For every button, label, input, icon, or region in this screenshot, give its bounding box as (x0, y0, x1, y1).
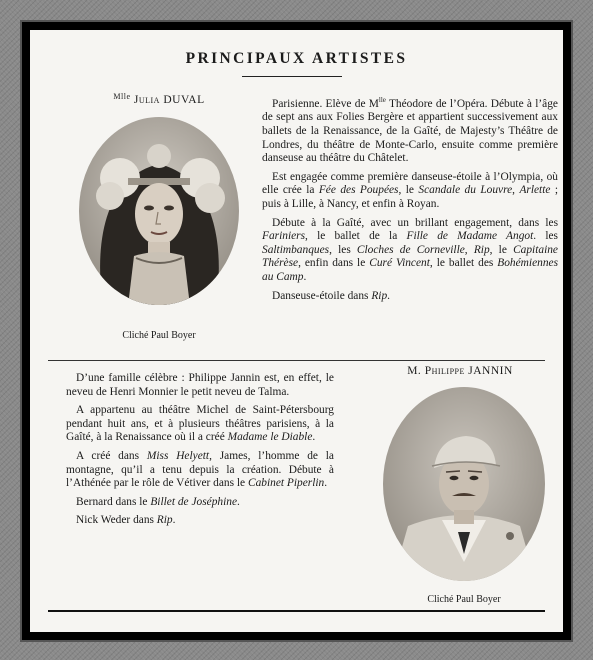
artist2-bio-paragraph: Bernard dans le Billet de Joséphine. (76, 495, 240, 508)
artist1-last-name: DUVAL (163, 94, 205, 106)
artist2-bio-paragraph: A appartenu au théâtre Michel de Saint-Pétersbourg pendant huit ans, et à plusieurs théâtres parisiens, à la Gaîté, à la Renaissance où il a créé Madame le Diable. (66, 404, 334, 444)
artist1-bio-title-ref: Fée des Poupées (318, 184, 399, 197)
artist1-bio-paragraph: Débute à la Gaîté, avec un brillant engagement, dans les Fariniers, le ballet de la Fille de Madame Angot. les Saltimbanques, les Cloches de Corneville, Rip, le Capitaine Thérèse, enfin dans le Curé Vincent, le ballet des Bohémiennes au Camp. (262, 216, 559, 283)
artist2-photo-credit: Cliché Paul Boyer (427, 594, 501, 605)
artist1-portrait (78, 116, 240, 306)
page-border (22, 22, 571, 640)
bottom-divider (48, 610, 545, 612)
artist2-portrait (382, 386, 546, 582)
artist1-prefix: Mlle (113, 92, 131, 101)
artist2-bio-title-ref: Miss Helyett (146, 449, 210, 462)
artist1-caption (54, 92, 264, 106)
artist2-bio-paragraph: D’une famille célèbre : Philippe Jannin est, en effet, le neveu de Henri Monnier le petit neveu de Talma. (66, 372, 334, 398)
artist1-bio-title-ref: Scandale du Louvre (418, 184, 513, 197)
artist2-bio-title-ref: Rip (156, 514, 173, 527)
artist1-bio-title-ref: Curé Vincent (369, 257, 430, 270)
artist2-biography (66, 372, 334, 528)
page-title: PRINCIPAUX ARTISTES (185, 50, 408, 67)
artist1-bio-title-ref: Saltimbanques (262, 243, 330, 256)
artist1-bio-paragraph: Danseuse-étoile dans Rip. (272, 289, 391, 302)
artist1-bio-title-ref: Capitaine Thérèse (262, 243, 558, 270)
artist1-bio-title-ref: Rip (473, 243, 490, 256)
artist1-bio-title-ref: Cloches de Corneville (356, 243, 465, 256)
artist2-bio-title-ref: Madame le Diable (227, 431, 313, 444)
artist2-bio-title-ref: Billet de Joséphine (150, 495, 238, 508)
artist1-bio-title-ref: Fille de Madame Angot (406, 230, 534, 243)
artist1-biography (262, 94, 558, 303)
artist2-prefix: M. (407, 365, 422, 377)
artist2-first-name: Philippe (424, 365, 465, 377)
artist2-bio-title-ref: Cabinet Piperlin (247, 477, 325, 490)
artist1-bio-title-ref: Fariniers (262, 230, 306, 243)
artist2-bio-paragraph: A créé dans Miss Helyett, James, l’homme de la montagne, qu’il a tenu depuis la création. Débute à l’Athénée par le rôle de Vétiver dans le Cabinet Piperlin. (66, 449, 334, 490)
artist2-last-name: JANNIN (468, 365, 513, 377)
artist1-photo-credit: Cliché Paul Boyer (122, 330, 196, 341)
artist1-bio-paragraph: Parisienne. Elève de $M^{lle}$ Théodore de l’Opéra. Débute à l’âge de sept ans aux Folies Bergère et appartient successivement aux ballets de la Renaissance, de la Gaîté, de Majesty’s Théâtre de Londres, du théâtre de Monte-Carlo, ensuite comme première danseuse au théâtre du Châtelet. (262, 96, 558, 165)
artist1-first-name: Julia (133, 94, 160, 106)
section-divider (48, 360, 545, 361)
artist1-bio-superscript: lle (378, 96, 386, 104)
artist1-bio-title-ref: Arlette (519, 184, 551, 197)
artist2-caption (360, 365, 560, 377)
title-underline (242, 76, 342, 77)
artist2-bio-paragraph: Nick Weder dans Rip. (76, 514, 176, 527)
artist1-bio-title-ref: Rip (371, 289, 388, 302)
document-sheet (30, 30, 563, 632)
artist1-bio-paragraph: Est engagée comme première danseuse-étoile à l’Olympia, où elle crée la Fée des Poupées, le Scandale du Louvre, Arlette ; puis à Lille, à Nancy, et enfin à Royan. (262, 170, 559, 210)
artist1-bio-title-ref: Bohémiennes au Camp (262, 257, 559, 283)
